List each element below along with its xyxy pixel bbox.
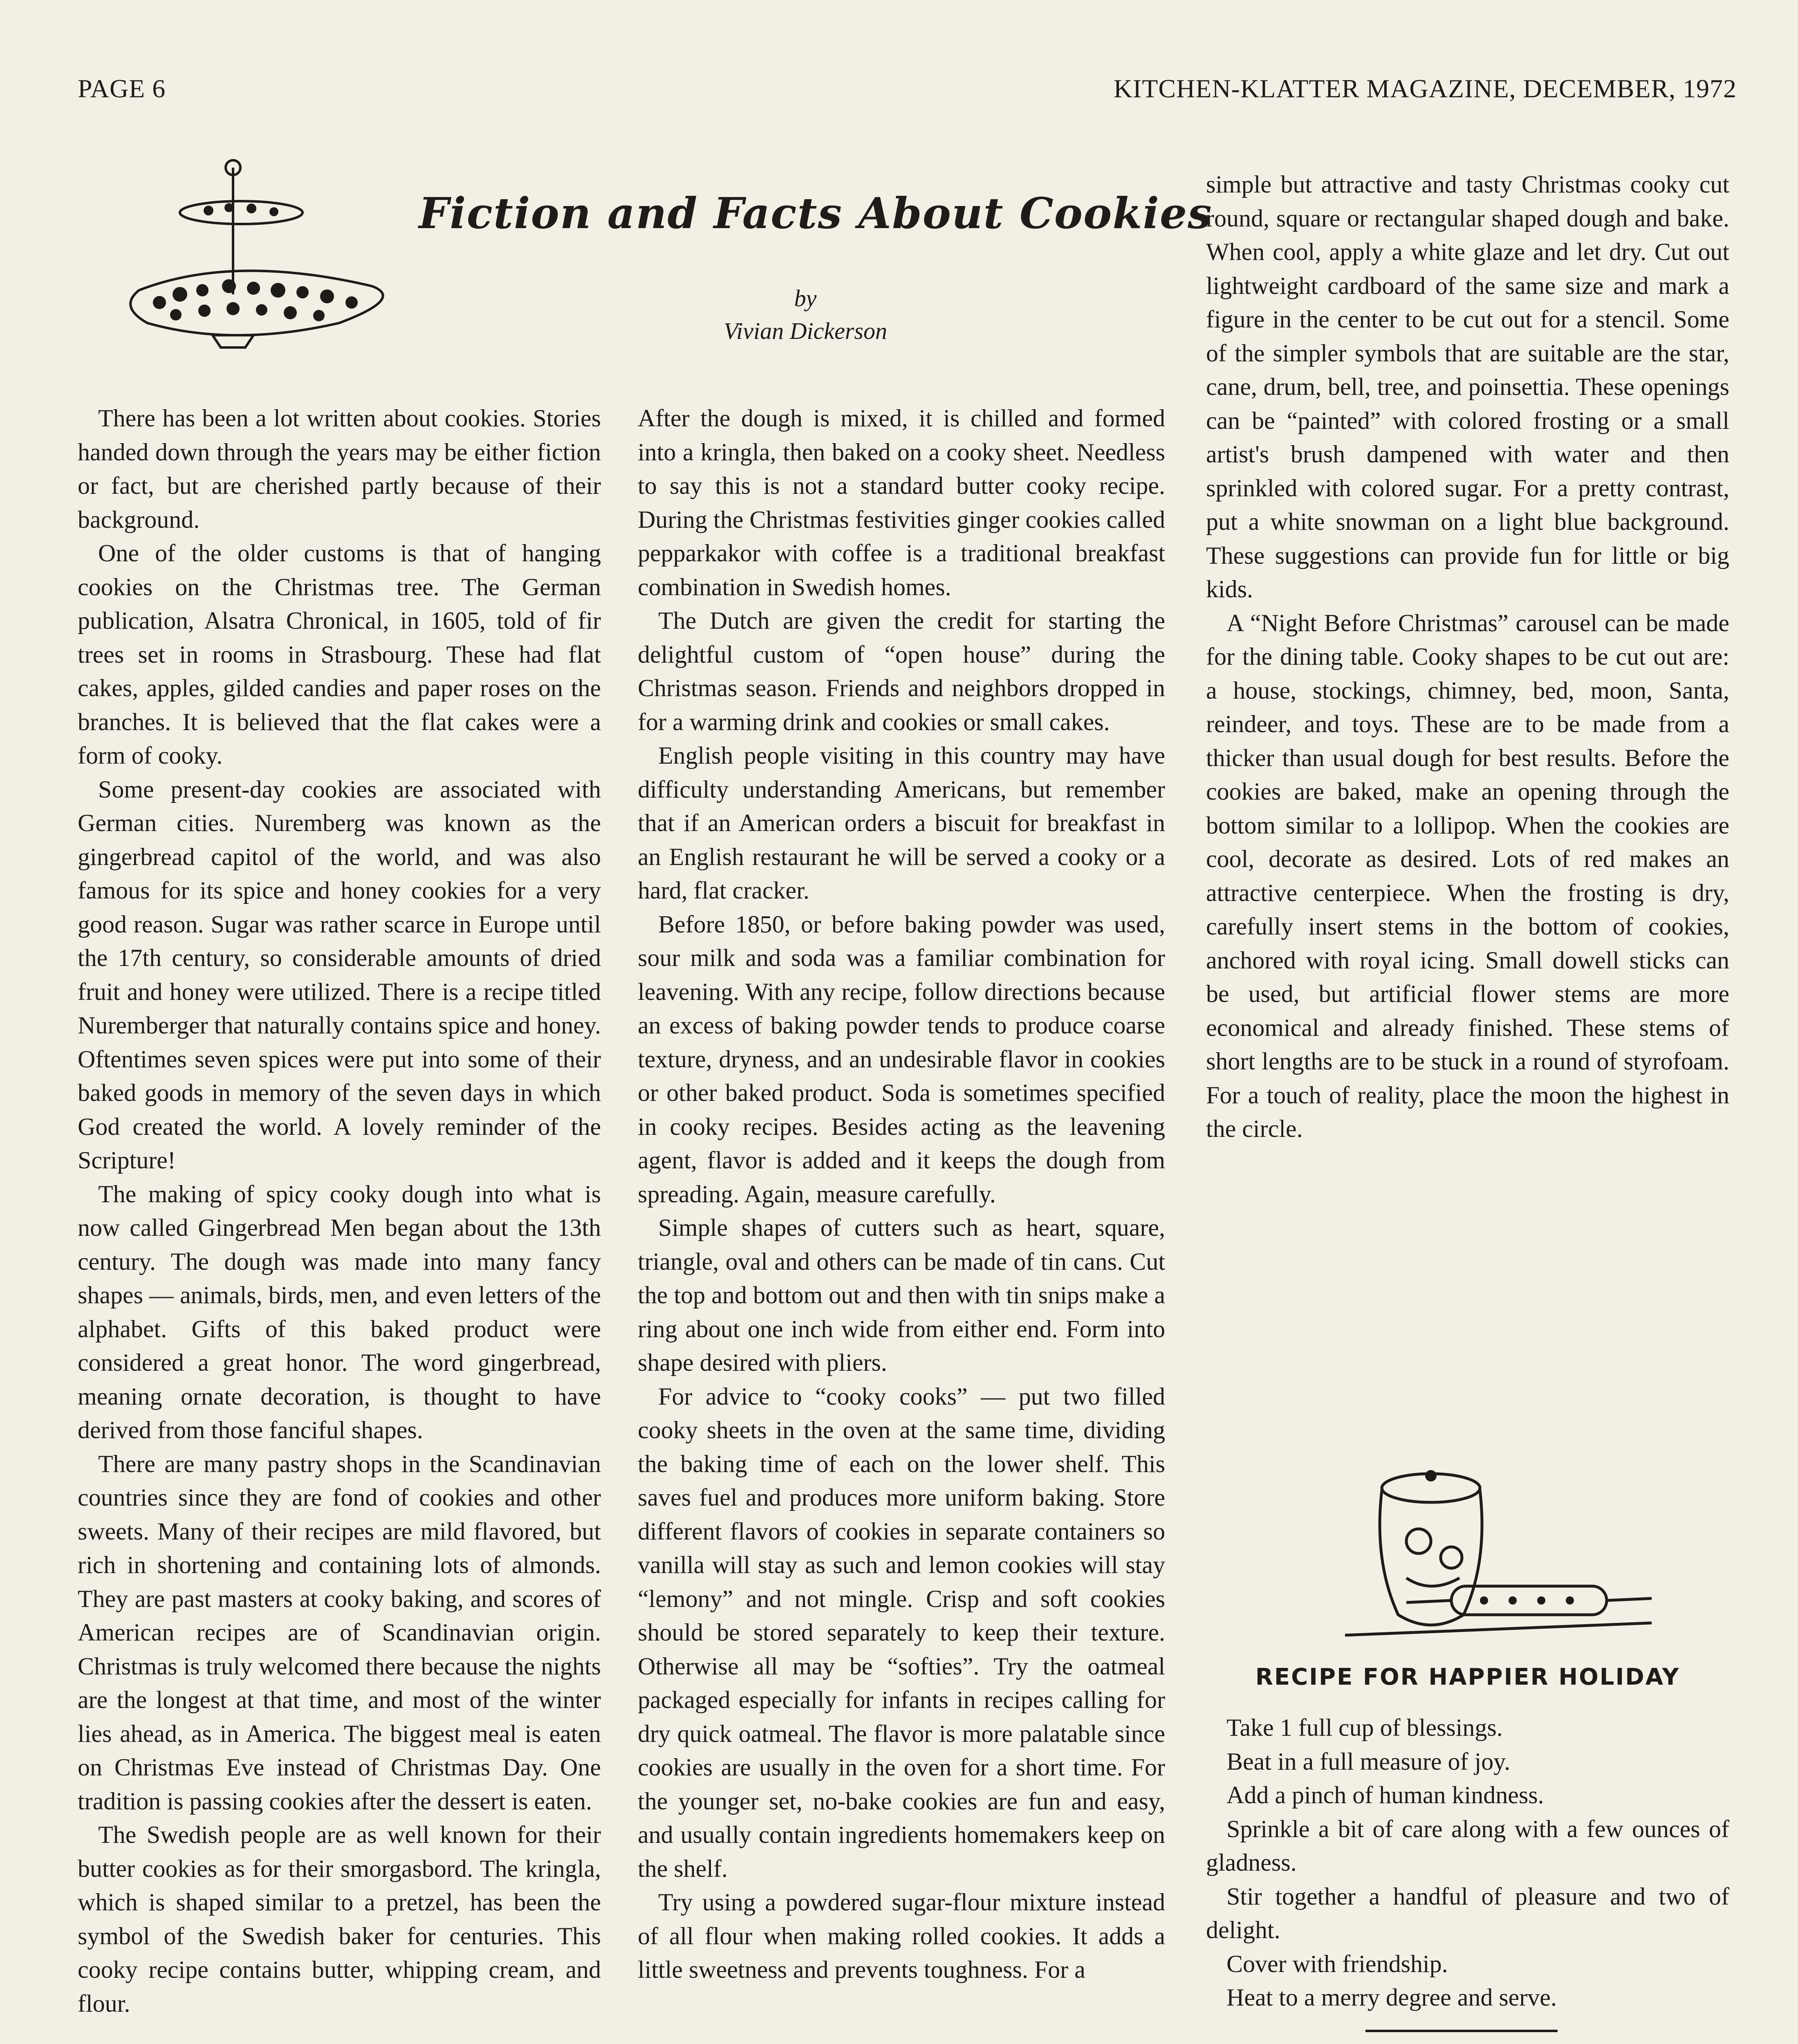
column-1 <box>78 401 601 2020</box>
paragraph: Simple shapes of cutters such as heart, square, triangle, oval and others can be made of tin cans. Cut the top and bottom out and then with tin snips make a ring about one inch wide from either end. Form into shape desired with pliers. <box>638 1214 1165 1376</box>
paragraph: A “Night Before Christmas” carousel can be made for the dining table. Cooky shapes to be cut out are: a house, stockings, chimney, bed, moon, Santa, reindeer, and toys. These are to be made from a thicker than usual dough for best results. Before the cookies are baked, make an opening through the bottom similar to a lollipop. When the cookies are cool, decorate as desired. Lots of red makes an attractive centerpiece. When the frosting is dry, carefully insert stems in the bottom of cookies, anchored with royal icing. Small dowell sticks can be used, but artificial flower stems are more economical and already finished. These stems of short lengths are to be stuck in a round of styrofoam. For a touch of reality, place the moon the highest in the circle. <box>1206 609 1729 1142</box>
section-divider <box>1365 2030 1558 2032</box>
paragraph: Some present-day cookies are associated with German cities. Nuremberg was known as the gingerbread capitol of the world, and was also famous for its spice and honey cookies for a very good reason. Sugar was rather scarce in Europe until the 17th century, so considerable amounts of dried fruit and honey were utilized. There is a recipe titled Nuremberger that naturally contains spice and honey. Oftentimes seven spices were put into some of their baked goods in memory of the seven days in which God created the world. A lovely reminder of the Scripture! <box>78 775 601 1174</box>
paragraph: The Swedish people are as well known for their butter cookies as for their smorgasbord. The kringla, which is shaped similar to a pretzel, has been the symbol of the Swedish baker for centuries. This cooky recipe contains butter, whipping cream, and flour. <box>78 1821 601 2017</box>
paragraph: simple but attractive and tasty Christmas cooky cut round, square or rectangular shaped dough and bake. When cool, apply a white glaze and let dry. Cut out lightweight cardboard of the same size and mark a figure in the center to be cut out for a stencil. Some of the simpler symbols that are suitable are the star, cane, drum, bell, tree, and poinsettia. These openings can be “painted” with colored frosting or a small artist's brush dampened with water and then sprinkled with colored sugar. For a pretty contrast, put a white snowman on a light blue background. These suggestions can provide fun for little or big kids. <box>1206 171 1729 603</box>
recipe-line: Heat to a merry degree and serve. <box>1226 1984 1557 2011</box>
paragraph: The Dutch are given the credit for starting the delightful custom of “open house” during the Christmas season. Friends and neighbors dropped in for a warming drink and cookies or small cakes. <box>638 607 1165 735</box>
cookie-jar-illustration <box>1329 1459 1664 1656</box>
recipe-list <box>1206 1711 1729 2015</box>
recipe-line: Cover with friendship. <box>1226 1950 1448 1977</box>
by-label: by <box>794 285 817 312</box>
paragraph: The making of spicy cooky dough into what is now called Gingerbread Men began about the 13th century. The dough was made into many fancy shapes — animals, birds, men, and even letters of the alphabet. Gifts of this baked product were considered a great honor. The word gingerbread, meaning ornate decoration, is thought to have derived from those fanciful shapes. <box>78 1180 601 1443</box>
paragraph: Try using a powdered sugar-flour mixture instead of all flour when making rolled cookies. It adds a little sweetness and prevents toughness. For a <box>638 1889 1165 1983</box>
recipe-heading: RECIPE FOR HAPPIER HOLIDAY <box>1255 1664 1680 1690</box>
recipe-line: Add a pinch of human kindness. <box>1226 1782 1544 1809</box>
cookie-stand-illustration <box>110 155 421 360</box>
article-title: Fiction and Facts About Cookies <box>419 188 1213 238</box>
paragraph: Before 1850, or before baking powder was used, sour milk and soda was a familiar combination for leavening. With any recipe, follow directions because an excess of baking powder tends to produce coarse texture, dryness, and an undesirable flavor in cookies or other baked product. Soda is sometimes specified in cooky recipes. Besides acting as the leavening agent, flavor is added and it keeps the dough from spreading. Again, measure carefully. <box>638 910 1165 1208</box>
recipe-line: Take 1 full cup of blessings. <box>1226 1714 1503 1741</box>
paragraph: For advice to “cooky cooks” — put two filled cooky sheets in the oven at the same time, dividing the baking time of each on the lower shelf. This saves fuel and produces more uniform baking. Store different flavors of cookies in separate containers so vanilla will stay as such and lemon cookies will stay “lemony” and not mingle. Crisp and soft cookies should be stored separately to keep their texture. Otherwise all may be “softies”. Try the oatmeal packaged especially for infants in recipes calling for dry quick oatmeal. The flavor is more palatable since cookies are usually in the oven for a short time. For the younger set, no-bake cookies are fun and easy, and usually contain ingredients homemakers keep on the shelf. <box>638 1383 1165 1882</box>
author-name: Vivian Dickerson <box>724 318 887 344</box>
recipe-line: Sprinkle a bit of care along with a few ounces of gladness. <box>1206 1815 1729 1876</box>
column-3 <box>1206 168 1729 1146</box>
paragraph: There are many pastry shops in the Scandinavian countries since they are fond of cookies and other sweets. Many of their recipes are mild flavored, but rich in shortening and containing lots of almonds. They are past masters at cooky baking, and scores of American recipes are of Scandinavian origin. Christmas is truly welcomed there because the nights are the longest at that time, and most of the winter lies ahead, as in America. The biggest meal is eaten on Christmas Eve instead of Christmas Day. One tradition is passing cookies after the dessert is eaten. <box>78 1450 601 1815</box>
title-block <box>110 155 1235 360</box>
column-2 <box>638 401 1165 1987</box>
paragraph: English people visiting in this country may have difficulty understanding Americans, but remember that if an American orders a biscuit for breakfast in an English restaurant he will be served a cooky or a hard, flat cracker. <box>638 742 1165 904</box>
magazine-header: KITCHEN-KLATTER MAGAZINE, DECEMBER, 1972 <box>1113 74 1737 103</box>
paragraph: After the dough is mixed, it is chilled and formed into a kringla, then baked on a cooky sheet. Needless to say this is not a standard butter cooky recipe. During the Christmas festivities ginger cookies called pepparkakor with coffee is a traditional breakfast combination in Swedish homes. <box>638 405 1165 601</box>
page-number: PAGE 6 <box>78 74 166 103</box>
paragraph: One of the older customs is that of hanging cookies on the Christmas tree. The German publication, Alsatra Chronical, in 1605, told of fir trees set in rooms in Strasbourg. These had flat cakes, apples, gilded candies and paper roses on the branches. It is believed that the flat cakes were a form of cooky. <box>78 540 601 769</box>
paragraph: There has been a lot written about cookies. Stories handed down through the years may be either fiction or fact, but are cherished partly because of their background. <box>78 405 601 533</box>
recipe-line: Stir together a handful of pleasure and two of delight. <box>1206 1883 1729 1943</box>
recipe-line: Beat in a full measure of joy. <box>1226 1748 1511 1775</box>
byline <box>642 282 969 347</box>
